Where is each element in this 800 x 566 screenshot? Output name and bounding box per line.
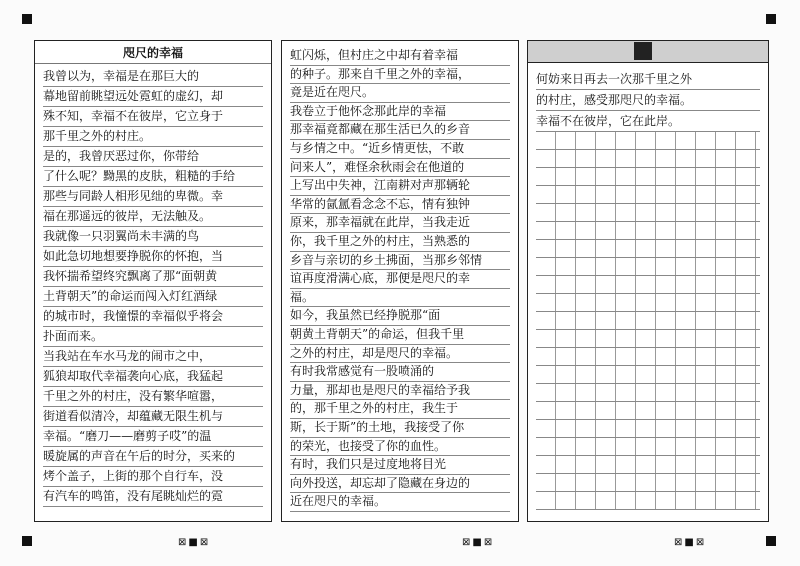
blank-grid-row <box>536 240 760 258</box>
blank-grid-row <box>536 222 760 240</box>
essay-line: 之外的村庄，却是咫尺的幸福。 <box>290 345 510 364</box>
registration-mark <box>766 536 776 546</box>
footer-mark: ⊠■⊠ <box>462 537 495 548</box>
essay-line: 斯，长于斯”的土地，我接受了你 <box>290 419 510 438</box>
registration-mark <box>766 14 776 24</box>
blank-grid-row <box>536 312 760 330</box>
essay-column-3 <box>527 62 769 522</box>
essay-line: 有时我常感觉有一股喷涌的 <box>290 363 510 382</box>
essay-line: 力量，那却也是咫尺的幸福给予我 <box>290 382 510 401</box>
blank-grid-row <box>536 330 760 348</box>
blank-grid-row <box>536 348 760 366</box>
essay-line: 你，我千里之外的村庄，当熟悉的 <box>290 233 510 252</box>
footer-mark: ⊠■⊠ <box>674 537 707 548</box>
blank-grid-row <box>536 420 760 438</box>
essay-line: 华常的氤氲看念念不忘，情有独钟 <box>290 196 510 215</box>
essay-line: 竟是近在咫尺。 <box>290 84 510 103</box>
essay-line: 是的，我曾厌恶过你，你带给 <box>43 147 263 167</box>
essay-line: 问来人”，难怪余秋雨会在他道的 <box>290 159 510 178</box>
blank-grid-row <box>536 294 760 312</box>
essay-line: 如此急切地想要挣脱你的怀抱，当 <box>43 247 263 267</box>
blank-grid-row <box>536 168 760 186</box>
blank-grid-row <box>536 276 760 294</box>
essay-line: 了什么呢？黝黑的皮肤，粗糙的手给 <box>43 167 263 187</box>
essay-title: 咫尺的幸福 <box>35 41 271 64</box>
essay-line: 幕地留前眺望远处霓虹的虚幻，却 <box>43 87 263 107</box>
essay-line: 当我站在车水马龙的闹市之中， <box>43 347 263 367</box>
essay-line: 有时，我们只是过度地将目光 <box>290 456 510 475</box>
registration-mark <box>22 14 32 24</box>
blank-grid-row <box>536 204 760 222</box>
blank-grid-row <box>536 186 760 204</box>
essay-line: 与乡情之中。“近乡情更怯，不敢 <box>290 140 510 159</box>
essay-line: 向外投送，却忘却了隐藏在身边的 <box>290 475 510 494</box>
essay-line: 我卷立于他怀念那此岸的幸福 <box>290 103 510 122</box>
registration-mark <box>22 536 32 546</box>
essay-line: 有汽车的鸣笛，没有尾眺灿烂的霓 <box>43 487 263 507</box>
essay-line: 千里之外的村庄，没有繁华喧嚣， <box>43 387 263 407</box>
blank-grid-row <box>536 258 760 276</box>
essay-line: 我曾以为，幸福是在那巨大的 <box>43 67 263 87</box>
blank-grid-row <box>536 384 760 402</box>
blank-grid-row <box>536 366 760 384</box>
essay-line: 街道看似清冷，却蕴藏无限生机与 <box>43 407 263 427</box>
essay-line: 扑面而来。 <box>43 327 263 347</box>
essay-line: 上写出中失神，江南耕对声那辆轮 <box>290 177 510 196</box>
essay-line: 那些与同龄人相形见绌的卑微。幸 <box>43 187 263 207</box>
essay-line: 烤个盖子，上街的那个自行车，没 <box>43 467 263 487</box>
essay-line: 乡音与亲切的乡土拂面，当那乡邻情 <box>290 252 510 271</box>
blank-grid-row <box>536 456 760 474</box>
essay-line: 的村庄，感受那咫尺的幸福。 <box>536 90 760 111</box>
essay-line: 的城市时，我憧憬的幸福似乎将会 <box>43 307 263 327</box>
essay-column-2 <box>281 40 519 522</box>
footer-mark: ⊠■⊠ <box>178 537 211 548</box>
blank-grid-row <box>536 438 760 456</box>
essay-line: 谊再度滑满心底，那便是咫尺的幸 <box>290 270 510 289</box>
essay-line: 原来，那幸福就在此岸，当我走近 <box>290 214 510 233</box>
essay-line: 幸福。“磨刀——磨剪子哎”的温 <box>43 427 263 447</box>
essay-line: 我怀揣希望终究飘离了那“面朝黄 <box>43 267 263 287</box>
essay-line: 狐狼却取代幸福袭向心底，我猛起 <box>43 367 263 387</box>
blank-grid-row <box>536 492 760 510</box>
essay-line: 土背朝天”的命运而闯入灯红酒绿 <box>43 287 263 307</box>
essay-line: 如今，我虽然已经挣脱那“面 <box>290 307 510 326</box>
essay-line: 的种子。那来自千里之外的幸福， <box>290 66 510 85</box>
essay-line: 近在咫尺的幸福。 <box>290 493 510 512</box>
blank-grid-row <box>536 132 760 150</box>
essay-line: 那幸福竟都藏在那生活已久的乡音 <box>290 121 510 140</box>
essay-line: 的，那千里之外的村庄，我生于 <box>290 400 510 419</box>
essay-line: 殊不知，幸福不在彼岸，它立身于 <box>43 107 263 127</box>
essay-line: 我就像一只羽翼尚未丰满的鸟 <box>43 227 263 247</box>
essay-line: 那千里之外的村庄。 <box>43 127 263 147</box>
blank-grid-row <box>536 402 760 420</box>
essay-line: 何妨来日再去一次那千里之外 <box>536 69 760 90</box>
essay-line: 幸福不在彼岸，它在此岸。 <box>536 111 760 132</box>
essay-line: 福。 <box>290 289 510 308</box>
essay-line: 福在那遥远的彼岸，无法触及。 <box>43 207 263 227</box>
blank-grid-row <box>536 150 760 168</box>
essay-column-1 <box>34 40 272 522</box>
blank-grid-row <box>536 474 760 492</box>
essay-line: 虹闪烁，但村庄之中却有着幸福 <box>290 47 510 66</box>
essay-line: 朝黄土背朝天”的命运，但我千里 <box>290 326 510 345</box>
essay-line: 暖旋属的声音在午后的时分，买来的 <box>43 447 263 467</box>
barcode-block <box>634 42 652 60</box>
essay-line: 的荣光，也接受了你的血性。 <box>290 438 510 457</box>
